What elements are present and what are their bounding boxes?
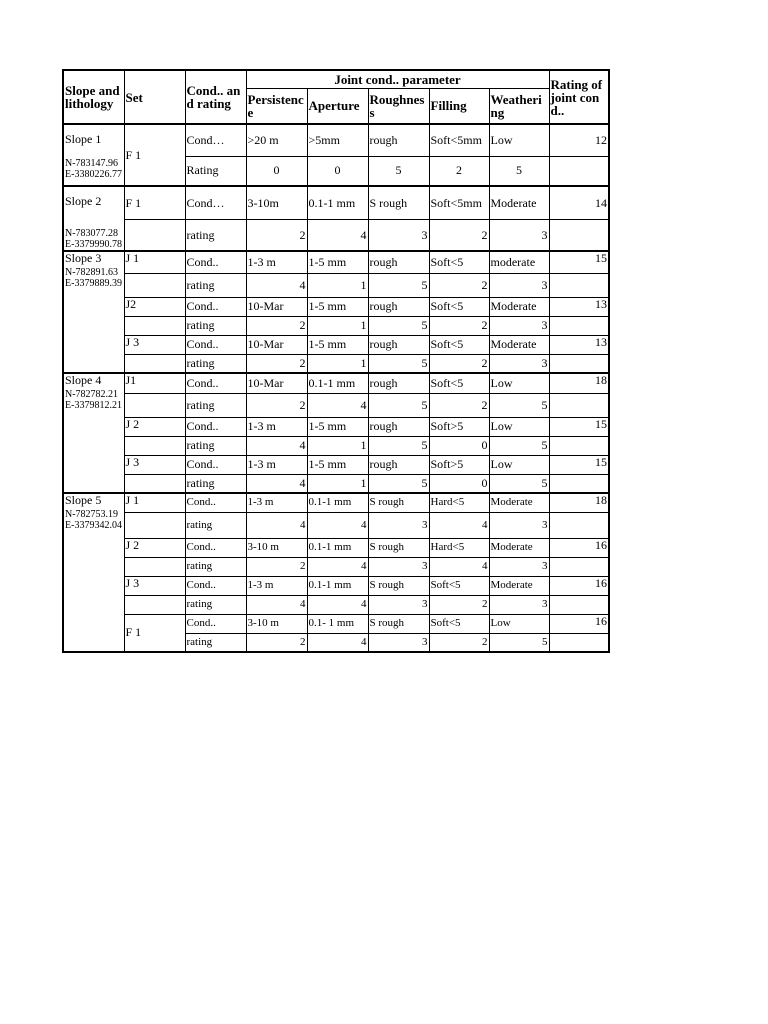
- joint-rating-cell: [549, 595, 609, 614]
- joint-rating-cell: [549, 273, 609, 297]
- set-cell: J 2: [124, 538, 185, 557]
- slope-coordinate: E-3379990.78: [65, 239, 122, 250]
- set-cell: [124, 436, 185, 455]
- parameter-cell: 4: [307, 512, 368, 538]
- parameter-cell: 1-5 mm: [307, 251, 368, 273]
- cond-rating-cell: rating: [185, 393, 246, 417]
- parameter-cell: Hard<5: [429, 493, 489, 512]
- parameter-cell: 1: [307, 354, 368, 373]
- parameter-cell: 2: [246, 557, 307, 576]
- parameter-cell: Hard<5: [429, 538, 489, 557]
- slope-coordinate: N-783147.96: [65, 158, 119, 169]
- parameter-cell: 1-5 mm: [307, 417, 368, 436]
- cond-rating-cell: rating: [185, 557, 246, 576]
- parameter-cell: 5: [368, 273, 429, 297]
- joint-rating-cell: 18: [549, 493, 609, 512]
- slope-name: Slope 1: [65, 132, 102, 146]
- slope-coordinate: N-782782.21: [65, 389, 119, 400]
- set-cell: J 3: [124, 576, 185, 595]
- joint-rating-cell: [549, 156, 609, 186]
- table-row: [63, 273, 609, 297]
- set-cell: J 1: [124, 493, 185, 512]
- header-cond-rating: Cond.. and rating: [185, 70, 246, 124]
- slope-coordinate: N-782891.63: [65, 267, 119, 278]
- parameter-cell: Soft>5: [429, 455, 489, 474]
- parameter-cell: 0.1- 1 mm: [307, 614, 368, 633]
- parameter-cell: Low: [489, 614, 549, 633]
- table-row: [63, 220, 609, 251]
- set-cell: [124, 220, 185, 251]
- parameter-cell: Soft<5: [429, 251, 489, 273]
- parameter-cell: 2: [246, 316, 307, 335]
- parameter-cell: 2: [246, 393, 307, 417]
- parameter-cell: 1-3 m: [246, 251, 307, 273]
- parameter-cell: 2: [246, 220, 307, 251]
- joint-rating-cell: 13: [549, 297, 609, 316]
- parameter-cell: 2: [429, 273, 489, 297]
- set-cell: J 3: [124, 455, 185, 474]
- parameter-cell: 0: [246, 156, 307, 186]
- parameter-cell: 3: [368, 595, 429, 614]
- cond-rating-cell: rating: [185, 273, 246, 297]
- set-cell: J 3: [124, 335, 185, 354]
- parameter-cell: 3: [489, 354, 549, 373]
- cond-rating-cell: rating: [185, 512, 246, 538]
- slope-coordinate: E-3379342.04: [65, 520, 122, 531]
- parameter-cell: rough: [368, 124, 429, 156]
- parameter-cell: 4: [246, 474, 307, 493]
- joint-rating-cell: [549, 633, 609, 652]
- parameter-cell: Soft<5: [429, 373, 489, 393]
- parameter-cell: Soft<5: [429, 576, 489, 595]
- table-row: [63, 393, 609, 417]
- slope-coordinate: N-783077.28: [65, 228, 119, 239]
- parameter-cell: 1-3 m: [246, 576, 307, 595]
- table-row: [63, 316, 609, 335]
- parameter-cell: 2: [429, 633, 489, 652]
- header-weathering: Weathering: [489, 88, 549, 124]
- set-cell: [124, 316, 185, 335]
- table-row: [63, 436, 609, 455]
- parameter-cell: 1: [307, 316, 368, 335]
- parameter-cell: 5: [368, 354, 429, 373]
- cond-rating-cell: rating: [185, 633, 246, 652]
- cond-rating-cell: Cond..: [185, 538, 246, 557]
- parameter-cell: 0: [307, 156, 368, 186]
- table-row: [63, 512, 609, 538]
- parameter-cell: 0: [429, 474, 489, 493]
- parameter-cell: 3: [368, 220, 429, 251]
- joint-rating-cell: 16: [549, 576, 609, 595]
- parameter-cell: 3: [489, 512, 549, 538]
- parameter-cell: 2: [429, 316, 489, 335]
- parameter-cell: 1: [307, 273, 368, 297]
- parameter-cell: S rough: [368, 186, 429, 220]
- parameter-cell: 2: [429, 595, 489, 614]
- joint-condition-table: [62, 69, 610, 653]
- parameter-cell: rough: [368, 335, 429, 354]
- parameter-cell: 2: [246, 633, 307, 652]
- table-row: [63, 474, 609, 493]
- cond-rating-cell: Cond..: [185, 297, 246, 316]
- parameter-cell: rough: [368, 455, 429, 474]
- parameter-cell: Moderate: [489, 576, 549, 595]
- parameter-cell: 0.1-1 mm: [307, 576, 368, 595]
- set-cell: F 1: [124, 124, 185, 186]
- parameter-cell: S rough: [368, 614, 429, 633]
- parameter-cell: 2: [429, 220, 489, 251]
- joint-rating-cell: [549, 557, 609, 576]
- parameter-cell: Moderate: [489, 186, 549, 220]
- joint-rating-cell: 16: [549, 614, 609, 633]
- joint-rating-cell: 13: [549, 335, 609, 354]
- parameter-cell: 1: [307, 436, 368, 455]
- parameter-cell: 5: [368, 436, 429, 455]
- parameter-cell: 3: [368, 633, 429, 652]
- parameter-cell: 2: [429, 393, 489, 417]
- joint-rating-cell: [549, 354, 609, 373]
- parameter-cell: 3-10 m: [246, 538, 307, 557]
- joint-rating-cell: 15: [549, 455, 609, 474]
- cond-rating-cell: rating: [185, 595, 246, 614]
- joint-rating-cell: 15: [549, 417, 609, 436]
- cond-rating-cell: Cond..: [185, 455, 246, 474]
- slope-name: Slope 3: [65, 251, 102, 265]
- parameter-cell: 0: [429, 436, 489, 455]
- parameter-cell: Moderate: [489, 493, 549, 512]
- parameter-cell: 5: [489, 393, 549, 417]
- joint-rating-cell: 14: [549, 186, 609, 220]
- header-aperture: Aperture: [307, 88, 368, 124]
- parameter-cell: 1: [307, 474, 368, 493]
- parameter-cell: 1-3 m: [246, 493, 307, 512]
- parameter-cell: S rough: [368, 493, 429, 512]
- parameter-cell: 3-10 m: [246, 614, 307, 633]
- cond-rating-cell: Cond..: [185, 417, 246, 436]
- set-cell: J 2: [124, 417, 185, 436]
- parameter-cell: 0.1-1 mm: [307, 186, 368, 220]
- set-cell: J1: [124, 373, 185, 393]
- table-row: [63, 538, 609, 557]
- parameter-cell: 1-3 m: [246, 417, 307, 436]
- header-roughness: Roughness: [368, 88, 429, 124]
- parameter-cell: >20 m: [246, 124, 307, 156]
- parameter-cell: 4: [307, 595, 368, 614]
- parameter-cell: >5mm: [307, 124, 368, 156]
- set-cell: F 1: [124, 186, 185, 220]
- table-row: [63, 186, 609, 220]
- parameter-cell: Soft>5: [429, 417, 489, 436]
- table-row: [63, 417, 609, 436]
- parameter-cell: 0.1-1 mm: [307, 538, 368, 557]
- parameter-cell: 3: [368, 557, 429, 576]
- parameter-cell: 0.1-1 mm: [307, 493, 368, 512]
- joint-rating-cell: 15: [549, 251, 609, 273]
- parameter-cell: Soft<5: [429, 297, 489, 316]
- cond-rating-cell: Cond…: [185, 124, 246, 156]
- cond-rating-cell: Cond..: [185, 335, 246, 354]
- parameter-cell: 3: [489, 273, 549, 297]
- parameter-cell: 1-3 m: [246, 455, 307, 474]
- parameter-cell: Soft<5: [429, 335, 489, 354]
- parameter-cell: 3: [489, 220, 549, 251]
- parameter-cell: Soft<5: [429, 614, 489, 633]
- joint-rating-cell: 16: [549, 538, 609, 557]
- set-cell: J2: [124, 297, 185, 316]
- parameter-cell: 4: [246, 512, 307, 538]
- parameter-cell: Moderate: [489, 538, 549, 557]
- parameter-cell: rough: [368, 251, 429, 273]
- header-joint-parameter: Joint cond.. parameter: [246, 70, 549, 88]
- set-cell: [124, 393, 185, 417]
- parameter-cell: 3: [489, 557, 549, 576]
- joint-rating-cell: [549, 316, 609, 335]
- slope-coordinate: E-3379889.39: [65, 278, 122, 289]
- parameter-cell: 10-Mar: [246, 335, 307, 354]
- parameter-cell: 1-5 mm: [307, 297, 368, 316]
- cond-rating-cell: Cond…: [185, 186, 246, 220]
- header-slope-lithology: Slope and lithology: [63, 70, 124, 124]
- joint-rating-cell: [549, 474, 609, 493]
- slope-cell: [63, 124, 124, 186]
- parameter-cell: 5: [489, 474, 549, 493]
- cond-rating-cell: Cond..: [185, 251, 246, 273]
- set-cell: [124, 595, 185, 614]
- set-cell: [124, 273, 185, 297]
- parameter-cell: Low: [489, 124, 549, 156]
- cond-rating-cell: rating: [185, 436, 246, 455]
- cond-rating-cell: Cond..: [185, 373, 246, 393]
- parameter-cell: 4: [429, 557, 489, 576]
- joint-rating-cell: 12: [549, 124, 609, 156]
- table-row: [63, 354, 609, 373]
- parameter-cell: Moderate: [489, 297, 549, 316]
- set-cell: [124, 512, 185, 538]
- set-cell: F 1: [124, 614, 185, 652]
- parameter-cell: 1-5 mm: [307, 455, 368, 474]
- joint-rating-cell: [549, 220, 609, 251]
- parameter-cell: Low: [489, 455, 549, 474]
- parameter-cell: 5: [368, 474, 429, 493]
- table-row: [63, 297, 609, 316]
- parameter-cell: Soft<5mm: [429, 124, 489, 156]
- slope-cell: [63, 373, 124, 493]
- parameter-cell: rough: [368, 417, 429, 436]
- parameter-cell: 2: [246, 354, 307, 373]
- parameter-cell: S rough: [368, 576, 429, 595]
- parameter-cell: Low: [489, 417, 549, 436]
- slope-name: Slope 5: [65, 493, 102, 507]
- parameter-cell: 5: [489, 633, 549, 652]
- parameter-cell: 10-Mar: [246, 297, 307, 316]
- parameter-cell: 1-5 mm: [307, 335, 368, 354]
- parameter-cell: 5: [368, 393, 429, 417]
- parameter-cell: 4: [429, 512, 489, 538]
- cond-rating-cell: Rating: [185, 156, 246, 186]
- table-row: [63, 251, 609, 273]
- parameter-cell: 3: [489, 316, 549, 335]
- cond-rating-cell: rating: [185, 316, 246, 335]
- parameter-cell: Low: [489, 373, 549, 393]
- parameter-cell: 4: [246, 436, 307, 455]
- cond-rating-cell: Cond..: [185, 576, 246, 595]
- parameter-cell: rough: [368, 297, 429, 316]
- table-row: [63, 373, 609, 393]
- parameter-cell: 2: [429, 156, 489, 186]
- parameter-cell: 4: [246, 273, 307, 297]
- cond-rating-cell: Cond..: [185, 493, 246, 512]
- parameter-cell: 4: [307, 557, 368, 576]
- set-cell: [124, 557, 185, 576]
- header-filling: Filling: [429, 88, 489, 124]
- slope-coordinate: E-3379812.21: [65, 400, 122, 411]
- table-row: [63, 576, 609, 595]
- cond-rating-cell: Cond..: [185, 614, 246, 633]
- parameter-cell: moderate: [489, 251, 549, 273]
- header-set: Set: [124, 70, 185, 124]
- table-row: [63, 124, 609, 156]
- parameter-cell: rough: [368, 373, 429, 393]
- table-row: [63, 335, 609, 354]
- slope-name: Slope 2: [65, 194, 102, 208]
- joint-rating-cell: [549, 393, 609, 417]
- table-row: [63, 493, 609, 512]
- parameter-cell: 5: [489, 156, 549, 186]
- table-row: [63, 455, 609, 474]
- joint-rating-cell: 18: [549, 373, 609, 393]
- cond-rating-cell: rating: [185, 220, 246, 251]
- parameter-cell: 4: [307, 633, 368, 652]
- parameter-cell: 4: [307, 220, 368, 251]
- parameter-cell: 0.1-1 mm: [307, 373, 368, 393]
- parameter-cell: 3-10m: [246, 186, 307, 220]
- table-row: [63, 614, 609, 633]
- slope-cell: [63, 493, 124, 652]
- header-persistence: Persistence: [246, 88, 307, 124]
- parameter-cell: Moderate: [489, 335, 549, 354]
- set-cell: J 1: [124, 251, 185, 273]
- slope-coordinate: N-782753.19: [65, 509, 119, 520]
- parameter-cell: 5: [489, 436, 549, 455]
- parameter-cell: 4: [246, 595, 307, 614]
- parameter-cell: 3: [489, 595, 549, 614]
- parameter-cell: 5: [368, 316, 429, 335]
- parameter-cell: 3: [368, 512, 429, 538]
- cond-rating-cell: rating: [185, 474, 246, 493]
- parameter-cell: 4: [307, 393, 368, 417]
- parameter-cell: Soft<5mm: [429, 186, 489, 220]
- cond-rating-cell: rating: [185, 354, 246, 373]
- joint-rating-cell: [549, 512, 609, 538]
- slope-cell: [63, 251, 124, 373]
- set-cell: [124, 354, 185, 373]
- slope-name: Slope 4: [65, 373, 102, 387]
- parameter-cell: 2: [429, 354, 489, 373]
- header-rating-joint-cond: Rating of joint cond..: [549, 70, 609, 124]
- set-cell: [124, 474, 185, 493]
- slope-cell: [63, 186, 124, 251]
- parameter-cell: S rough: [368, 538, 429, 557]
- parameter-cell: 5: [368, 156, 429, 186]
- table-row: [63, 595, 609, 614]
- joint-rating-cell: [549, 436, 609, 455]
- table-row: [63, 557, 609, 576]
- parameter-cell: 10-Mar: [246, 373, 307, 393]
- slope-coordinate: E-3380226.77: [65, 169, 122, 180]
